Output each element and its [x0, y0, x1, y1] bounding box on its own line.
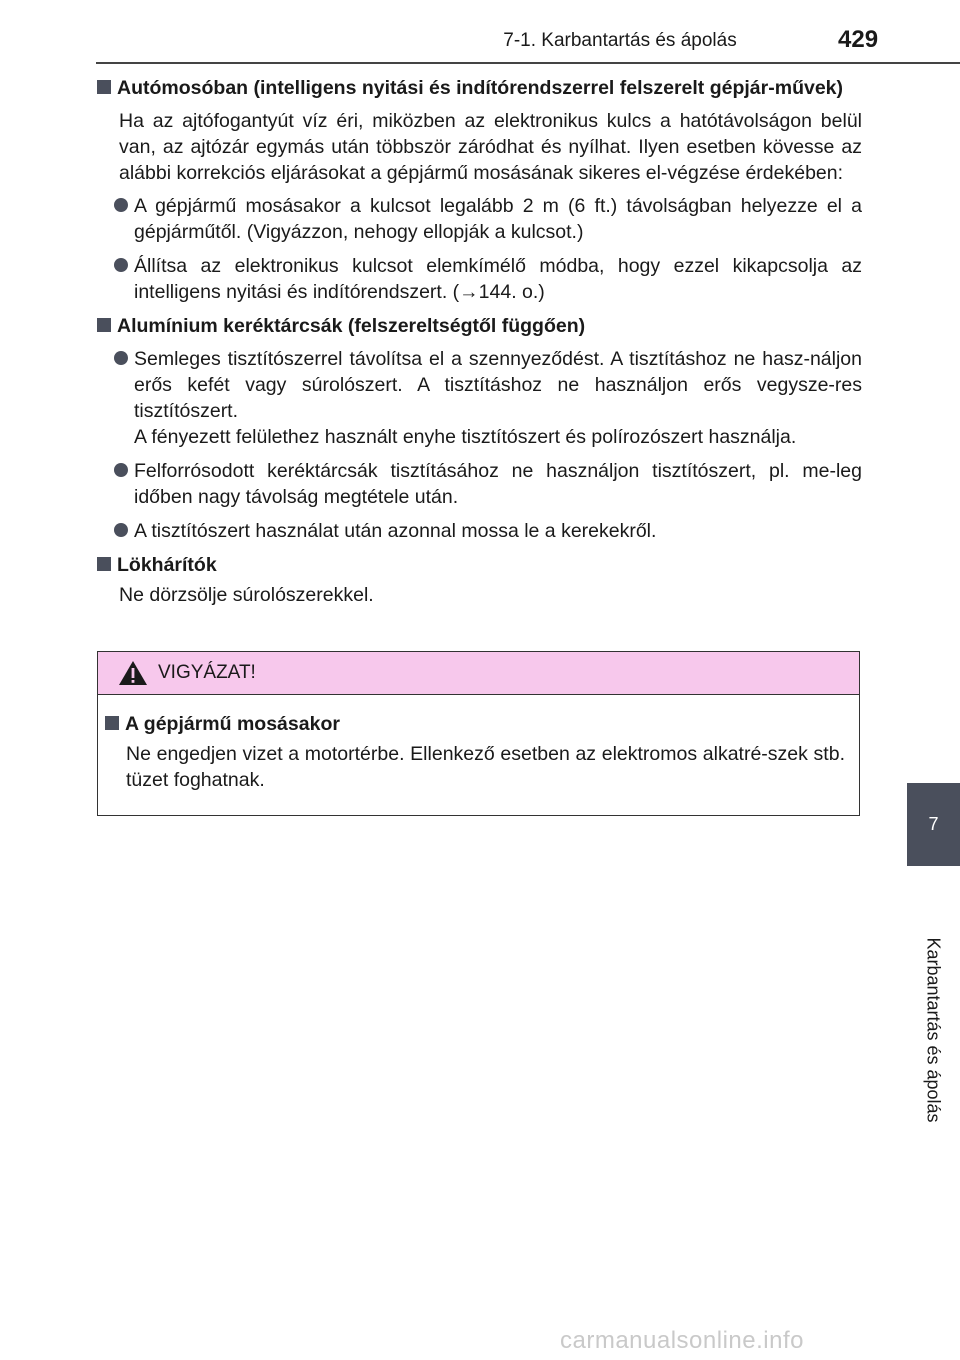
- section-heading-text: Alumínium keréktárcsák (felszereltségtől függően): [117, 315, 586, 337]
- chapter-side-label: Karbantartás és ápolás: [923, 937, 944, 1123]
- chapter-tab[interactable]: [907, 783, 960, 866]
- list-item-text: A tisztítószert használat után azonnal mossa le a kerekekről.: [134, 520, 657, 542]
- square-bullet-icon: [105, 716, 119, 730]
- caution-text: Ne engedjen vizet a motortérbe. Ellenkező esetben az elektromos alkatré-szek stb. tüzet foghatnak.: [126, 743, 845, 791]
- section-heading-text: Lökhárítók: [117, 554, 217, 576]
- list-item-text: Semleges tisztítószerrel távolítsa el a szennyeződést. A tisztításhoz ne hasz-náljon erős kefét vagy súrolószert. A tisztításhoz ne használjon erős vegysze-res tisztítószert.: [134, 348, 862, 422]
- section-car-wash: [97, 75, 862, 305]
- square-bullet-icon: [97, 557, 111, 571]
- round-bullet-icon: [114, 258, 128, 272]
- round-bullet-icon: [114, 198, 128, 212]
- round-bullet-icon: [114, 351, 128, 365]
- chapter-number: 7: [928, 814, 939, 834]
- caution-body: [98, 695, 859, 793]
- warning-icon: [118, 660, 148, 686]
- list-item: [114, 346, 862, 450]
- section-title: 7-1. Karbantartás és ápolás: [503, 30, 737, 51]
- list-item-text: Állítsa az elektronikus kulcsot elemkímélő módba, hogy ezzel kikapcsolja az intelligens nyitási és indítórendszert. (→144. o.): [134, 255, 862, 303]
- section-heading: [97, 75, 862, 101]
- list-item: [114, 193, 862, 245]
- round-bullet-icon: [114, 523, 128, 537]
- section-aluminium-wheels: [97, 313, 862, 544]
- list-item-text: Felforrósodott keréktárcsák tisztításához ne használjon tisztítószert, pl. me-leg időben nagy távolság megtétele után.: [134, 460, 862, 508]
- list-item-text: A gépjármű mosásakor a kulcsot legalább 2 m (6 ft.) távolságban helyezze el a gépjárműtől. (Vigyázzon, nehogy ellopják a kulcsot.): [134, 195, 862, 243]
- round-bullet-icon: [114, 463, 128, 477]
- list-item-extra-text: A fényezett felülethez használt enyhe tisztítószert és polírozószert használja.: [134, 426, 797, 448]
- header-divider: [96, 62, 960, 64]
- list-item: [114, 253, 862, 305]
- caution-heading: [105, 711, 845, 737]
- section-paragraph: Ha az ajtófogantyút víz éri, miközben az elektronikus kulcs a hatótávolságon belül van, az ajtózár egymás után többször záródhat és nyílhat. Ilyen esetben kövesse az alábbi korrekciós eljárásokat a gépjármű mosásának sikeres el-végzése érdekében:: [119, 110, 862, 184]
- section-heading-text: Autómosóban (intelligens nyitási és indítórendszerrel felszerelt gépjár-művek): [117, 77, 844, 99]
- square-bullet-icon: [97, 80, 111, 94]
- page-number: 429: [838, 26, 879, 53]
- list-item: [114, 458, 862, 510]
- caution-box: [97, 651, 860, 816]
- watermark: carmanualsonline.info: [560, 1327, 804, 1354]
- caution-title: VIGYÁZAT!: [158, 662, 256, 683]
- section-heading: [97, 313, 862, 339]
- section-paragraph: Ne dörzsölje súrolószerekkel.: [119, 584, 374, 606]
- square-bullet-icon: [97, 318, 111, 332]
- caution-heading-text: A gépjármű mosásakor: [125, 713, 340, 735]
- section-heading: [97, 552, 862, 578]
- main-content: [97, 75, 862, 615]
- caution-header: [98, 652, 859, 695]
- section-bumpers: [97, 552, 862, 608]
- list-item: [114, 518, 862, 544]
